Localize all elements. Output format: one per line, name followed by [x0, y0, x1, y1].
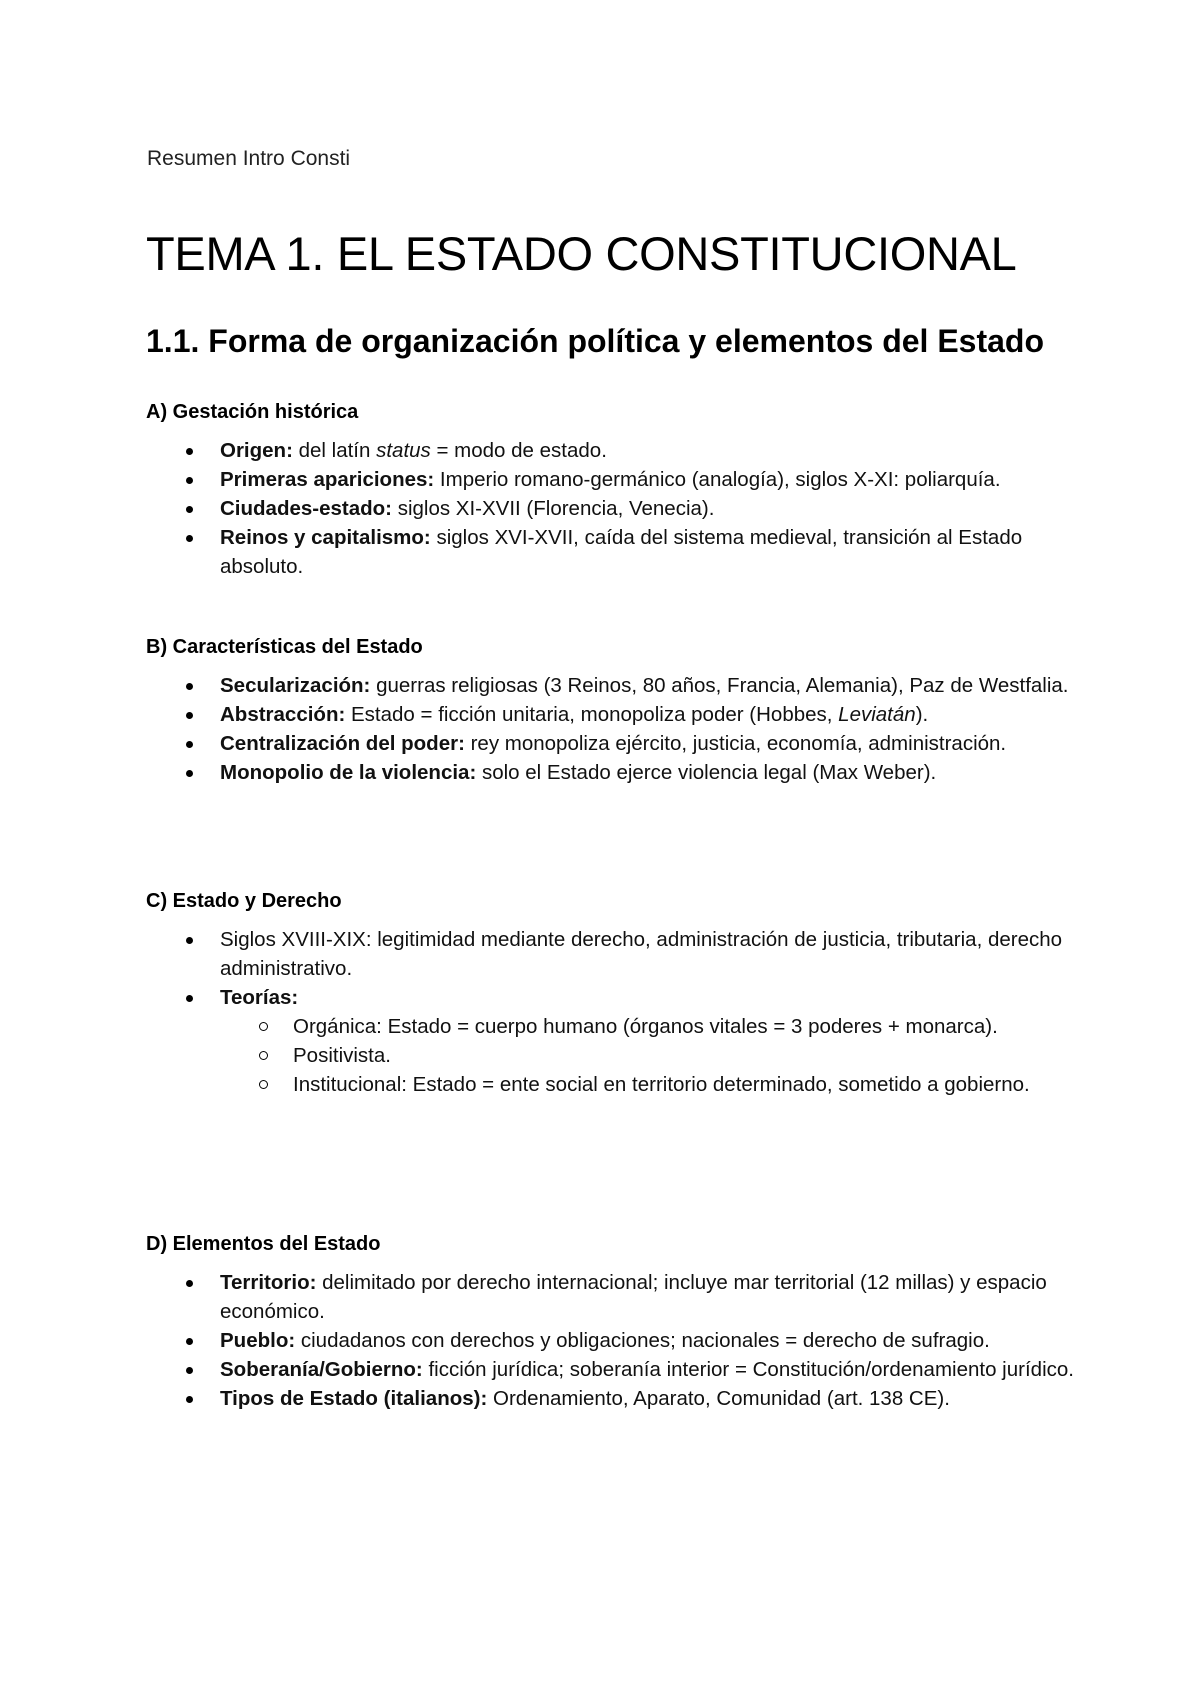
list-item — [220, 436, 1100, 465]
item-term: Monopolio de la violencia: — [220, 761, 477, 784]
list-item — [220, 494, 1100, 523]
item-term: Pueblo: — [220, 1329, 296, 1352]
sublist-teorias — [220, 1012, 1100, 1099]
sublist-item: Positivista. — [293, 1041, 1100, 1070]
chapter-heading: TEMA 1. EL ESTADO CONSTITUCIONAL — [146, 227, 1017, 280]
list-item — [220, 465, 1100, 494]
item-text: = modo de estado. — [430, 439, 607, 462]
list-item — [220, 1384, 1100, 1413]
item-text: delimitado por derecho internacional; incluye mar territorial (12 millas) y espacio económico. — [220, 1271, 1047, 1323]
item-term: Abstracción: — [220, 703, 346, 726]
sublist-item: Institucional: Estado = ente social en territorio determinado, sometido a gobierno. — [293, 1070, 1100, 1099]
list-caracteristicas — [220, 671, 1100, 787]
item-text: ciudadanos con derechos y obligaciones; nacionales = derecho de sufragio. — [295, 1329, 990, 1352]
list-item — [220, 758, 1100, 787]
item-text: siglos XVI-XVII, caída del sistema medieval, transición al Estado absoluto. — [220, 526, 1023, 578]
list-item — [220, 1268, 1100, 1326]
item-text: solo el Estado ejerce violencia legal (Max Weber). — [476, 761, 937, 784]
list-item — [220, 1326, 1100, 1355]
list-item — [220, 1355, 1100, 1384]
item-term: Secularización: — [220, 674, 371, 697]
item-emphasis: Leviatán — [838, 703, 916, 726]
list-gestacion — [220, 436, 1100, 581]
item-text: Siglos XVIII-XIX: legitimidad mediante derecho, administración de justicia, tributaria, derecho administrativo. — [220, 928, 1063, 980]
item-text: siglos XI-XVII (Florencia, Venecia). — [392, 497, 715, 520]
list-estado-derecho — [220, 925, 1100, 1099]
item-term: Ciudades-estado: — [220, 497, 392, 520]
list-item — [220, 925, 1100, 983]
item-text: rey monopoliza ejército, justicia, economía, administración. — [464, 732, 1007, 755]
list-item — [220, 983, 1100, 1099]
item-text: Imperio romano-germánico (analogía), siglos X-XI: poliarquía. — [434, 468, 1001, 491]
item-term: Centralización del poder: — [220, 732, 465, 755]
list-item — [220, 700, 1100, 729]
section-heading: 1.1. Forma de organización política y elementos del Estado — [146, 323, 1045, 359]
sublist-item: Orgánica: Estado = cuerpo humano (órganos vitales = 3 poderes + monarca). — [293, 1012, 1100, 1041]
list-item — [220, 729, 1100, 758]
item-term: Tipos de Estado (italianos): — [220, 1387, 488, 1410]
item-text: ). — [915, 703, 929, 726]
item-term: Origen: — [220, 439, 293, 462]
item-term: Primeras apariciones: — [220, 468, 435, 491]
item-term: Soberanía/Gobierno: — [220, 1358, 423, 1381]
list-item — [220, 523, 1100, 581]
subsection-heading-b: B) Características del Estado — [146, 636, 423, 658]
document-title: Resumen Intro Consti — [147, 147, 351, 170]
subsection-heading-d: D) Elementos del Estado — [146, 1233, 381, 1255]
item-term: Territorio: — [220, 1271, 317, 1294]
item-term: Teorías: — [220, 986, 299, 1009]
list-elementos — [220, 1268, 1100, 1413]
item-text: ficción jurídica; soberanía interior = Constitución/ordenamiento jurídico. — [422, 1358, 1074, 1381]
item-text: guerras religiosas (3 Reinos, 80 años, Francia, Alemania), Paz de Westfalia. — [370, 674, 1069, 697]
item-text: Estado = ficción unitaria, monopoliza poder (Hobbes, — [345, 703, 839, 726]
subsection-heading-a: A) Gestación histórica — [146, 401, 359, 423]
subsection-heading-c: C) Estado y Derecho — [146, 890, 342, 912]
item-text: Ordenamiento, Aparato, Comunidad (art. 138 CE). — [487, 1387, 950, 1410]
item-term: Reinos y capitalismo: — [220, 526, 431, 549]
item-emphasis: status — [376, 439, 431, 462]
list-item — [220, 671, 1100, 700]
item-text: del latín — [292, 439, 377, 462]
